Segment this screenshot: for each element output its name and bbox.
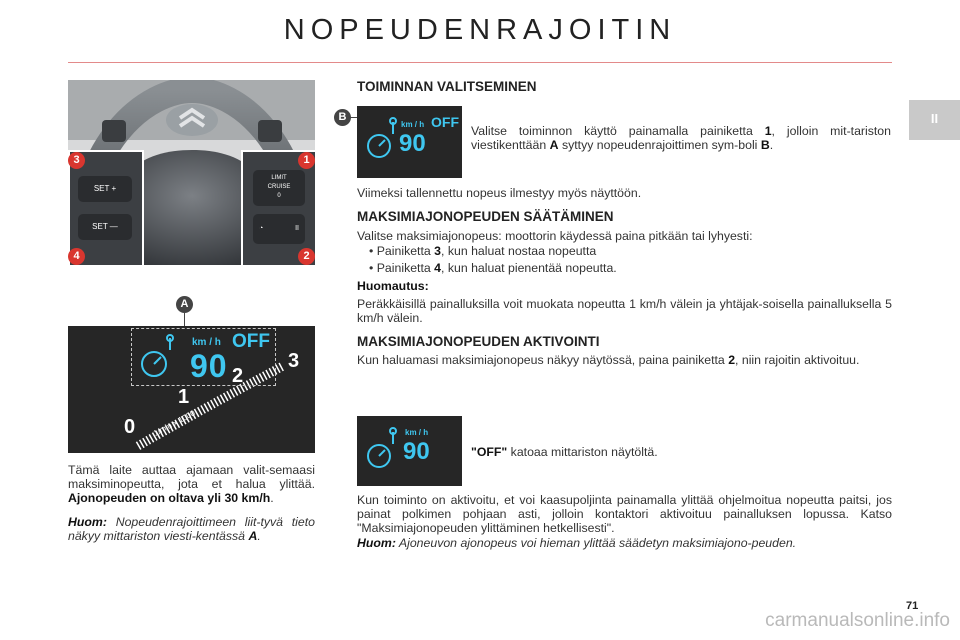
display-b-status: OFF xyxy=(431,114,459,130)
two-label: II xyxy=(295,225,299,232)
speedometer-icon xyxy=(138,334,178,378)
display-b-speed: 90 xyxy=(399,130,426,157)
scale-num-1: 1 xyxy=(178,386,190,408)
title-divider xyxy=(68,62,892,63)
set-minus-button[interactable] xyxy=(78,214,132,240)
section2-bullet-2: • Painiketta 4, kun haluat pienentää nopeutta. xyxy=(369,261,617,275)
speedometer-icon-b xyxy=(363,116,403,160)
set-plus-button[interactable] xyxy=(78,176,132,202)
callout-a-leader xyxy=(184,313,185,327)
active-limiter-display xyxy=(357,416,462,486)
section3-note-label: Huom: xyxy=(357,536,396,550)
section3-paragraph-2: Kun toiminto on aktivoitu, et voi kaasupoljinta painamalla ylittää ohjelmoitua nopeutta paitsi, jos painat polkimen pohjaan asti, jolloin kontaktori aktivoituu painalluksen lopussa. Katso "Maksimiajonopeuden ylittäminen hetkellisesti". xyxy=(357,493,892,535)
speed-gauge-icon: ◔ xyxy=(259,225,264,232)
section2-note-text: Peräkkäisillä painalluksilla voit muokata nopeutta 1 km/h välein ja yhtäjak-soisella painalluksella 5 km/h välein. xyxy=(357,297,892,325)
limit-cruise-selector[interactable] xyxy=(253,170,305,206)
set-minus-label: SET — xyxy=(92,222,118,231)
section2-bullet-1: • Painiketta 3, kun haluat nostaa nopeutta xyxy=(369,244,597,258)
display-unit: km / h xyxy=(192,337,221,348)
display-b-unit: km / h xyxy=(401,120,425,129)
display-c-speed: 90 xyxy=(403,438,430,465)
intro-paragraph: Tämä laite auttaa ajamaan valit-semaasi maksiminopeutta, jota et halua ylittää. Ajonopeuden on oltava yli 30 km/h. xyxy=(68,463,315,505)
section1-paragraph-2: Viimeksi tallennettu nopeus ilmestyy myös näyttöön. xyxy=(357,186,642,200)
scale-num-0: 0 xyxy=(124,416,136,438)
display-status: OFF xyxy=(232,331,270,352)
section2-heading: MAKSIMIAJONOPEUDEN SÄÄTÄMINEN xyxy=(357,209,614,224)
limiter-symbol-display xyxy=(357,106,462,178)
intro-note-label: Huom: xyxy=(68,515,107,529)
display-c-unit: km / h xyxy=(405,428,429,437)
off-disappears-text: "OFF" katoaa mittariston näytöltä. xyxy=(471,445,658,459)
scale-num-2: 2 xyxy=(232,365,244,387)
section1-heading: TOIMINNAN VALITSEMINEN xyxy=(357,79,537,94)
callout-2: 2 xyxy=(298,248,315,265)
callout-4: 4 xyxy=(68,248,85,265)
callout-b: B xyxy=(334,109,351,126)
callout-3: 3 xyxy=(68,152,85,169)
section2-paragraph: Valitse maksimiajonopeus: moottorin käydessä paina pitkään tai lyhyesti: xyxy=(357,229,753,243)
section2-note-heading: Huomautus: xyxy=(357,279,429,293)
watermark: carmanualsonline.info xyxy=(765,610,950,631)
cruise-label: CRUISE xyxy=(267,184,291,190)
page-number: 71 xyxy=(906,600,919,612)
limit-label: LIMIT xyxy=(271,175,287,181)
page-title: NOPEUDENRAJOITIN xyxy=(283,14,677,46)
instrument-cluster-display xyxy=(68,326,315,453)
speedometer-icon-c xyxy=(363,426,403,470)
section3-heading: MAKSIMIAJONOPEUDEN AKTIVOINTI xyxy=(357,334,600,349)
zero-label: 0 xyxy=(277,193,281,199)
off-label: "OFF" xyxy=(471,445,508,459)
set-plus-label: SET + xyxy=(93,184,117,193)
speed-requirement: Ajonopeuden on oltava yli 30 km/h xyxy=(68,491,271,505)
activate-button[interactable] xyxy=(253,214,305,244)
section1-paragraph: Valitse toiminnon käyttö painamalla painiketta 1, jolloin mit-tariston viestikenttään A syttyy nopeudenrajoittimen sym-boli B. xyxy=(471,124,891,152)
steering-wheel-figure xyxy=(68,80,315,265)
scale-num-3: 3 xyxy=(288,350,300,372)
callout-a: A xyxy=(176,296,193,313)
display-speed: 90 xyxy=(190,348,228,384)
section-tab[interactable]: II xyxy=(909,100,960,140)
section3-paragraph: Kun haluamasi maksimiajonopeus näkyy näytössä, paina painiketta 2, niin rajoitin aktivoituu. xyxy=(357,353,860,367)
rpm-label: 1/min x 1000 xyxy=(152,408,197,438)
section3-note: Huom: Ajoneuvon ajonopeus voi hieman ylittää säädetyn maksimiajono-peuden. xyxy=(357,536,797,550)
intro-note: Huom: Nopeudenrajoittimeen liit-tyvä tieto näkyy mittariston viesti-kentässä A. xyxy=(68,515,315,543)
callout-1: 1 xyxy=(298,152,315,169)
